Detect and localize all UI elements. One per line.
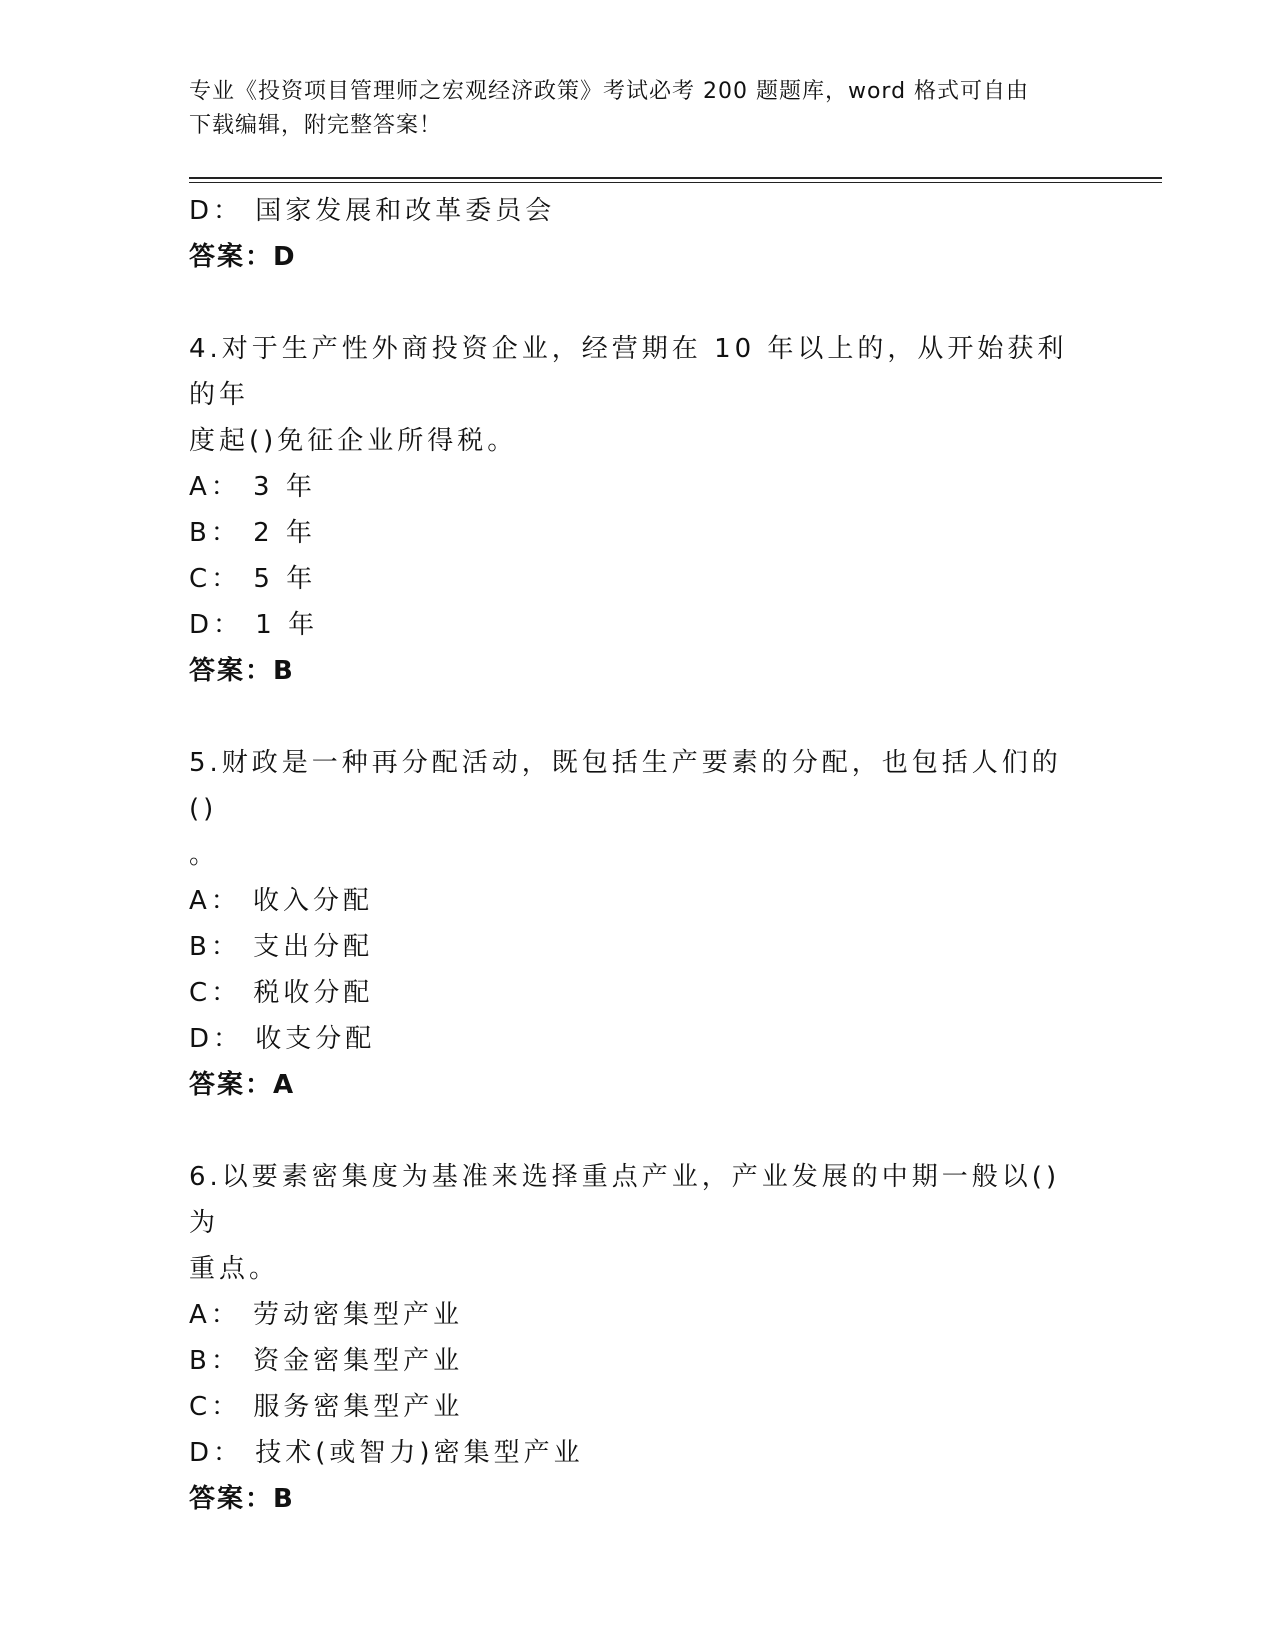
question-stem-line-1: 4.对于生产性外商投资企业，经营期在 10 年以上的，从开始获利的年 bbox=[189, 334, 1068, 410]
header-divider-thin bbox=[189, 182, 1162, 183]
option-c: C： 5 年 bbox=[189, 564, 317, 594]
question-4 bbox=[189, 326, 1089, 694]
option-b: B： 2 年 bbox=[189, 518, 316, 548]
question-6 bbox=[189, 1154, 1089, 1522]
spacer bbox=[189, 1108, 1089, 1154]
option-d: D： 1 年 bbox=[189, 610, 319, 640]
header-line-2: 下载编辑，附完整答案！ bbox=[189, 113, 443, 138]
question-stem bbox=[189, 326, 1079, 464]
option-a: A： 劳动密集型产业 bbox=[189, 1300, 464, 1330]
question-stem bbox=[189, 740, 1079, 878]
spacer bbox=[189, 694, 1089, 740]
option-a: A： 收入分配 bbox=[189, 886, 374, 916]
question-stem-line-1: 6.以要素密集度为基准来选择重点产业，产业发展的中期一般以()为 bbox=[189, 1162, 1061, 1238]
option-a: A： 3 年 bbox=[189, 472, 316, 502]
question-stem bbox=[189, 1154, 1079, 1292]
question-stem-line-2: 。 bbox=[189, 840, 220, 870]
answer-line: 答案：B bbox=[189, 656, 295, 686]
question-list bbox=[189, 188, 1089, 1522]
spacer bbox=[189, 280, 1089, 326]
question-3-tail bbox=[189, 188, 1089, 280]
option-b: B： 资金密集型产业 bbox=[189, 1346, 464, 1376]
option-c: C： 服务密集型产业 bbox=[189, 1392, 464, 1422]
option-b: B： 支出分配 bbox=[189, 932, 374, 962]
option-c: C： 税收分配 bbox=[189, 978, 374, 1008]
header-divider-thick bbox=[189, 177, 1162, 179]
answer-line: 答案：D bbox=[189, 242, 297, 272]
option-d: D： 国家发展和改革委员会 bbox=[189, 196, 556, 226]
question-stem-line-1: 5.财政是一种再分配活动，既包括生产要素的分配，也包括人们的() bbox=[189, 748, 1062, 824]
option-d: D： 技术(或智力)密集型产业 bbox=[189, 1438, 584, 1468]
question-stem-line-2: 度起()免征企业所得税。 bbox=[189, 426, 518, 456]
question-stem-line-2: 重点。 bbox=[189, 1254, 280, 1284]
option-d: D： 收支分配 bbox=[189, 1024, 376, 1054]
header-line-1: 专业《投资项目管理师之宏观经济政策》考试必考 200 题题库，word 格式可自由 bbox=[189, 79, 1030, 104]
answer-line: 答案：A bbox=[189, 1070, 296, 1100]
document-header bbox=[189, 75, 1069, 143]
question-5 bbox=[189, 740, 1089, 1108]
answer-line: 答案：B bbox=[189, 1484, 295, 1514]
